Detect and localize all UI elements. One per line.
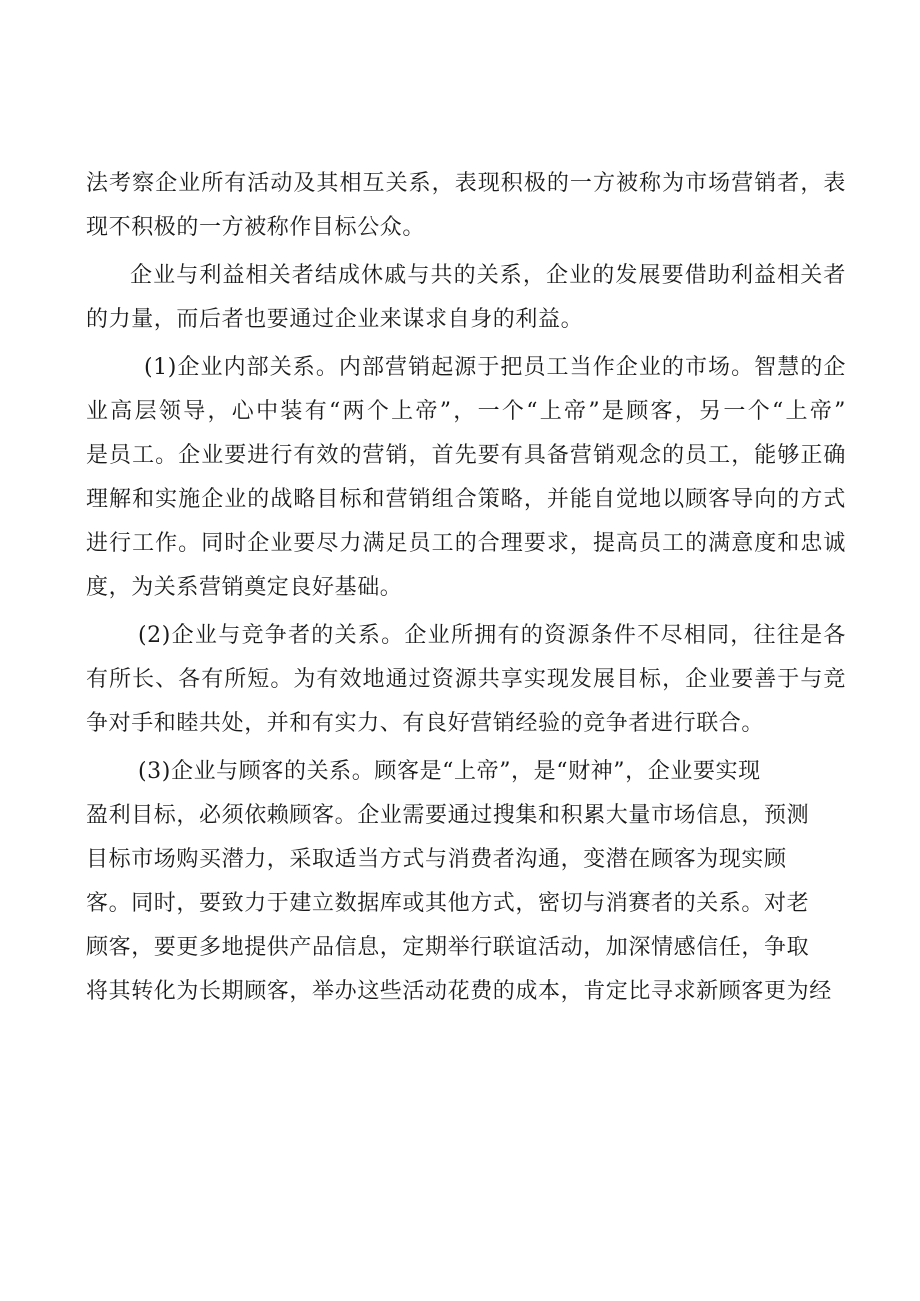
text-line: 度，为关系营销奠定良好基础。 [86, 575, 403, 600]
text-line: (1)企业内部关系。内部营销起源于把员工当作企业的市场。智慧的企 [144, 355, 846, 380]
text-line: 客。同时，要致力于建立数据库或其他方式，密切与消赛者的关系。对老 [86, 891, 810, 916]
text-line: 盈利目标，必须依赖顾客。企业需要通过搜集和积累大量市场信息，预测 [86, 803, 810, 828]
text-line: 顾客，要更多地提供产品信息，定期举行联谊活动，加深情感信任，争取 [86, 935, 810, 960]
paragraph-continuation [86, 162, 846, 250]
text-line: 的力量，而后者也要通过企业来谋求自身的利益。 [86, 307, 584, 332]
text-line: 理解和实施企业的战略目标和营销组合策略，并能自觉地以顾客导向的方式 [86, 487, 846, 512]
text-line: (2)企业与竞争者的关系。企业所拥有的资源条件不尽相同，往往是各 [138, 623, 846, 648]
paragraph-internal-relations [86, 346, 846, 610]
text-line: 进行工作。同时企业要尽力满足员工的合理要求，提高员工的满意度和忠诚 [86, 531, 846, 556]
text-line: 现不积极的一方被称作目标公众。 [86, 215, 426, 240]
paragraph-competitor-relations [86, 614, 846, 746]
text-line: 将其转化为长期顾客，举办这些活动花费的成本，肯定比寻求新顾客更为经 [86, 979, 832, 1004]
paragraph-customer-relations [86, 750, 846, 1014]
text-line: 企业与利益相关者结成休戚与共的关系，企业的发展要借助利益相关者 [130, 263, 846, 288]
document-body [86, 162, 846, 1014]
text-line: 目标市场购买潜力，采取适当方式与消费者沟通，变潜在顾客为现实顾 [86, 847, 787, 872]
text-line: (3)企业与顾客的关系。顾客是“上帝”，是“财神”，企业要实现 [138, 759, 761, 784]
text-line: 法考察企业所有活动及其相互关系，表现积极的一方被称为市场营销者，表 [86, 171, 846, 196]
paragraph-stakeholders [86, 254, 846, 342]
text-line: 业高层领导，心中装有“两个上帝”，一个“上帝”是顾客，另一个“上帝” [86, 399, 846, 424]
text-line: 是员工。企业要进行有效的营销，首先要有具备营销观念的员工，能够正确 [86, 443, 846, 468]
text-line: 争对手和睦共处，并和有实力、有良好营销经验的竞争者进行联合。 [86, 711, 765, 736]
text-line: 有所长、各有所短。为有效地通过资源共享实现发展目标，企业要善于与竞 [86, 667, 846, 692]
